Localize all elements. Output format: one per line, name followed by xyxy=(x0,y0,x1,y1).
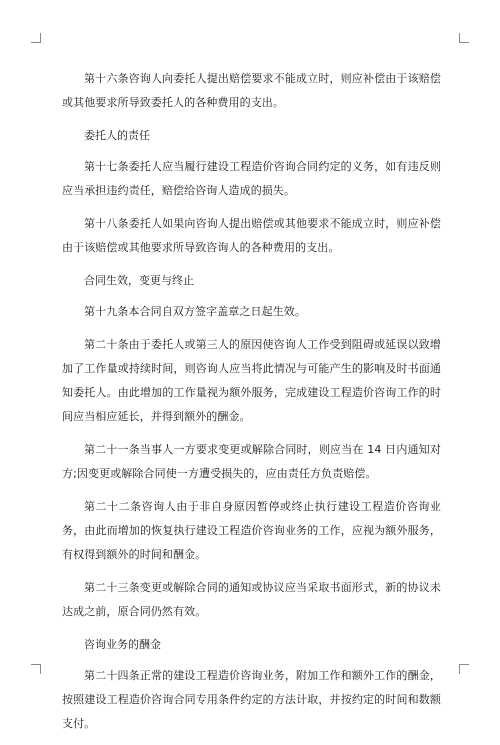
article-19-paragraph: 第十九条本合同自双方签字盖章之日起生效。 xyxy=(84,305,306,318)
article-21-paragraph: 第二十一条当事人一方要求变更或解除合同时，则应当在 14 日内通知对方;因变更或解除合同使一方遭受损失的，应由责任方负责赔偿。 xyxy=(62,443,441,480)
crop-mark-top-left xyxy=(31,33,41,43)
section-heading-contract-effect: 合同生效，变更与终止 xyxy=(84,274,194,287)
crop-mark-bottom-left xyxy=(31,664,41,674)
document-body xyxy=(62,67,441,745)
article-16-paragraph: 第十六条咨询人向委托人提出赔偿要求不能成立时，则应补偿由于该赔偿或其他要求所导致委托人的各种费用的支出。 xyxy=(62,72,441,109)
article-20-paragraph: 第二十条由于委托人或第三人的原因使咨询人工作受到阻碍或延误以致增加了工作量或持续时间，则咨询人应当将此情况与可能产生的影响及时书面通知委托人。由此增加的工作量视为额外服务，完成建设工程造价咨询工作的时间应当相应延长，并得到额外的酬金。 xyxy=(62,338,441,423)
article-23-paragraph: 第二十三条变更或解除合同的通知或协议应当采取书面形式，新的协议未达成之前，原合同仍然有效。 xyxy=(62,581,441,618)
article-18-paragraph: 第十八条委托人如果向咨询人提出赔偿或其他要求不能成立时，则应补偿由于该赔偿或其他要求所导致咨询人的各种费用的支出。 xyxy=(62,217,441,254)
article-17-paragraph: 第十七条委托人应当履行建设工程造价咨询合同约定的义务，如有违反则应当承担违约责任，赔偿给咨询人造成的损失。 xyxy=(62,160,441,197)
section-heading-consulting-fees: 咨询业务的酬金 xyxy=(84,638,161,651)
section-heading-client-responsibility: 委托人的责任 xyxy=(84,129,150,142)
crop-mark-bottom-right xyxy=(459,664,469,674)
article-22-paragraph: 第二十二条咨询人由于非自身原因暂停或终止执行建设工程造价咨询业务，由此而增加的恢复执行建设工程造价咨询业务的工作，应视为额外服务，有权得到额外的时间和酬金。 xyxy=(62,500,441,561)
article-24-paragraph: 第二十四条正常的建设工程造价咨询业务，附加工作和额外工作的酬金，按照建设工程造价咨询合同专用条件约定的方法计取，并按约定的时间和数额支付。 xyxy=(62,669,441,730)
crop-mark-top-right xyxy=(459,33,469,43)
